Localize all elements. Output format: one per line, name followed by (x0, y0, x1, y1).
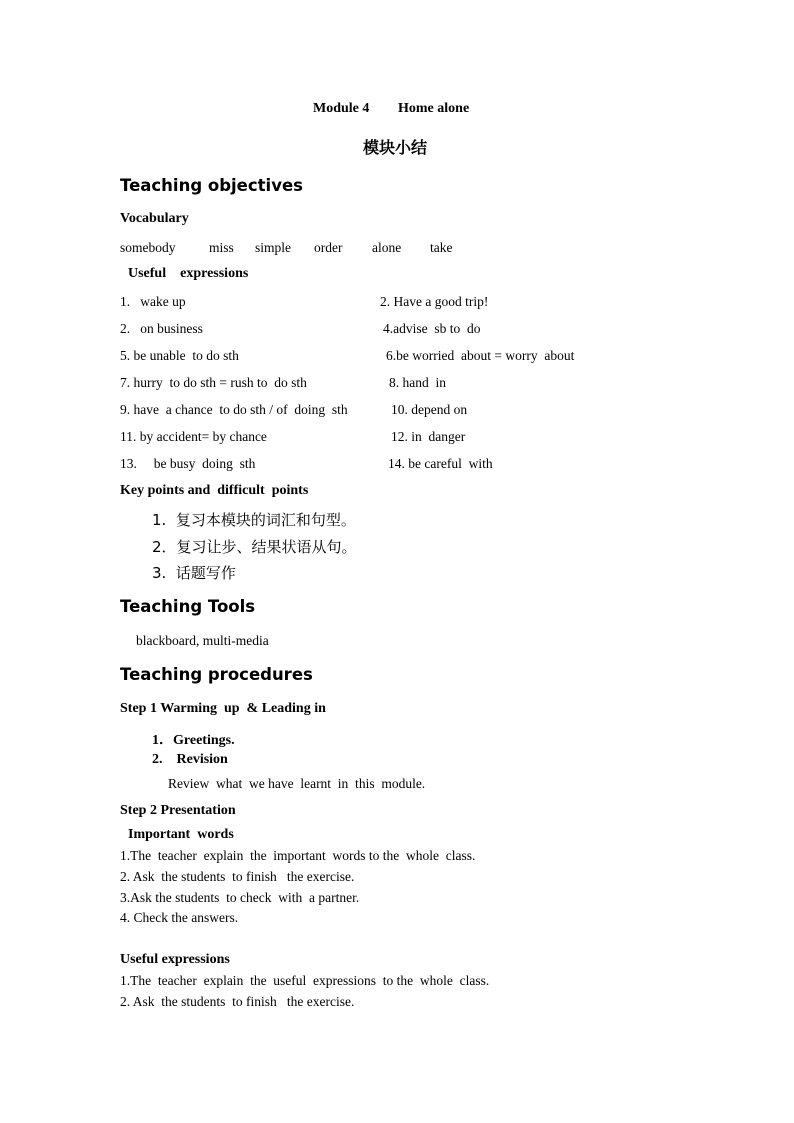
step1-item: 1．Greetings. (152, 733, 235, 748)
procedures-heading: Teaching procedures (120, 665, 313, 684)
list-item: 1.The teacher explain the useful expressions to the whole class. (120, 973, 490, 988)
vocab-word: miss (209, 240, 234, 255)
list-item: 4. Check the answers. (120, 910, 239, 925)
tools-heading: Teaching Tools (120, 597, 256, 616)
vocab-word: order (314, 240, 343, 255)
expression-item: 1. wake up (120, 294, 186, 309)
useful-expressions-subheading: Useful expressions (120, 952, 230, 967)
step1-review: Review what we have learnt in this module. (168, 776, 426, 791)
expression-item: 14. be careful with (388, 456, 493, 471)
keypoint-item: 1. 复习本模块的词汇和句型。 (152, 511, 356, 529)
expression-item: 7. hurry to do sth = rush to do sth (120, 375, 307, 390)
vocabulary-heading: Vocabulary (120, 211, 189, 226)
list-item: 1.The teacher explain the important words to the whole class. (120, 848, 476, 863)
vocab-word: somebody (120, 240, 176, 255)
expression-item: 11. by accident= by chance (120, 429, 267, 444)
vocab-word: alone (372, 240, 402, 255)
expression-item: 2. on business (120, 321, 203, 336)
expression-item: 9. have a chance to do sth / of doing sth (120, 402, 348, 417)
keypoint-item: 3. 话题写作 (152, 564, 236, 582)
page-subtitle: 模块小结 (363, 138, 428, 157)
keypoint-item: 2．复习让步、结果状语从句。 (152, 538, 357, 556)
keypoints-heading: Key points and difficult points (120, 483, 309, 498)
useful-expressions-heading: Useful expressions (128, 266, 249, 281)
expression-item: 12. in danger (391, 429, 466, 444)
page-title: Home alone (398, 101, 470, 116)
expression-item: 2. Have a good trip! (380, 294, 489, 309)
list-item: 3.Ask the students to check with a partner. (120, 890, 360, 905)
vocab-word: simple (255, 240, 291, 255)
expression-item: 8. hand in (389, 375, 446, 390)
expression-item: 6.be worried about = worry about (386, 348, 575, 363)
expression-item: 5. be unable to do sth (120, 348, 239, 363)
tools-text: blackboard, multi-media (136, 633, 269, 648)
step2-heading: Step 2 Presentation (120, 803, 236, 818)
step1-heading: Step 1 Warming up & Leading in (120, 701, 326, 716)
list-item: 2. Ask the students to finish the exercise. (120, 994, 355, 1009)
list-item: 2. Ask the students to finish the exercise. (120, 869, 355, 884)
step1-item: 2. Revision (152, 752, 228, 767)
expression-item: 13. be busy doing sth (120, 456, 256, 471)
objectives-heading: Teaching objectives (120, 176, 303, 195)
vocab-word: take (430, 240, 453, 255)
expression-item: 4.advise sb to do (383, 321, 481, 336)
expression-item: 10. depend on (391, 402, 468, 417)
module-label: Module 4 (313, 101, 370, 116)
important-words-heading: Important words (128, 827, 234, 842)
